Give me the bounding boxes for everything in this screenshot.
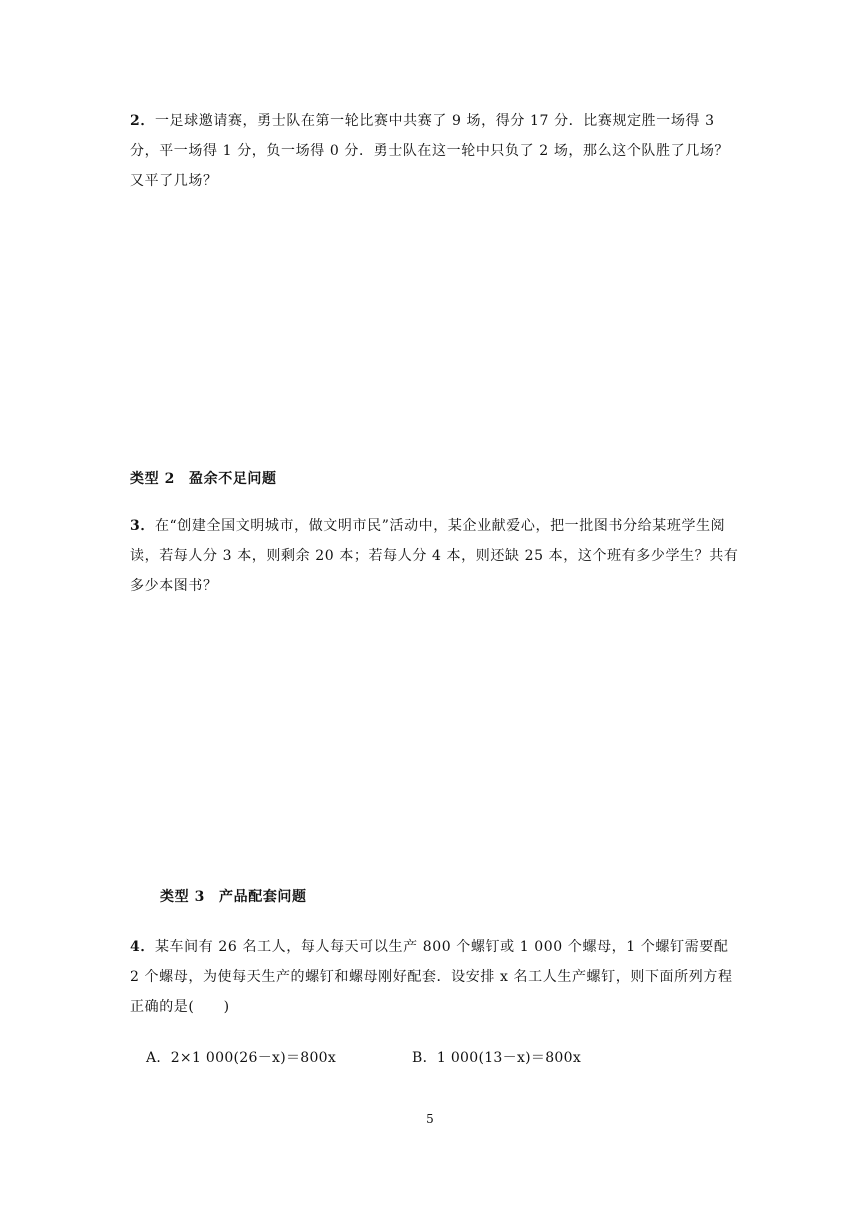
section-heading-type-2 bbox=[130, 468, 277, 488]
question-4 bbox=[130, 932, 740, 1022]
question-3-number: 3． bbox=[130, 518, 155, 534]
question-4-option-a: A．2×1 000(26－x)＝800x bbox=[146, 1050, 337, 1066]
section-type-2-title: 盈余不足问题 bbox=[189, 471, 277, 487]
question-2-number: 2． bbox=[130, 113, 155, 129]
question-4-number: 4． bbox=[130, 939, 155, 955]
question-3-text: 在“创建全国文明城市，做文明市民”活动中，某企业献爱心，把一批图书分给某班学生阅读，若每人分 3 本，则剩余 20 本；若每人分 4 本，则还缺 25 本，这个班有多少学生？共有多少本图书？ bbox=[130, 518, 739, 594]
section-type-2-label: 类型 2 bbox=[130, 471, 176, 487]
section-heading-type-3 bbox=[160, 886, 307, 906]
question-3 bbox=[130, 511, 740, 601]
section-type-3-title: 产品配套问题 bbox=[219, 889, 307, 905]
question-4-text: 某车间有 26 名工人，每人每天可以生产 800 个螺钉或 1 000 个螺母，1 个螺钉需要配 2 个螺母，为使每天生产的螺钉和螺母刚好配套．设安排 x 名工人生产螺钉，则下面所列方程正确的是( ) bbox=[130, 939, 733, 1015]
section-type-3-label: 类型 3 bbox=[160, 889, 206, 905]
question-2 bbox=[130, 106, 740, 196]
question-2-text: 一足球邀请赛，勇士队在第一轮比赛中共赛了 9 场，得分 17 分．比赛规定胜一场得 3 分，平一场得 1 分，负一场得 0 分．勇士队在这一轮中只负了 2 场，那么这个队胜了几场？又平了几场？ bbox=[130, 113, 730, 189]
page-number: 5 bbox=[426, 1112, 434, 1126]
question-4-option-b: B．1 000(13－x)＝800x bbox=[412, 1050, 582, 1066]
